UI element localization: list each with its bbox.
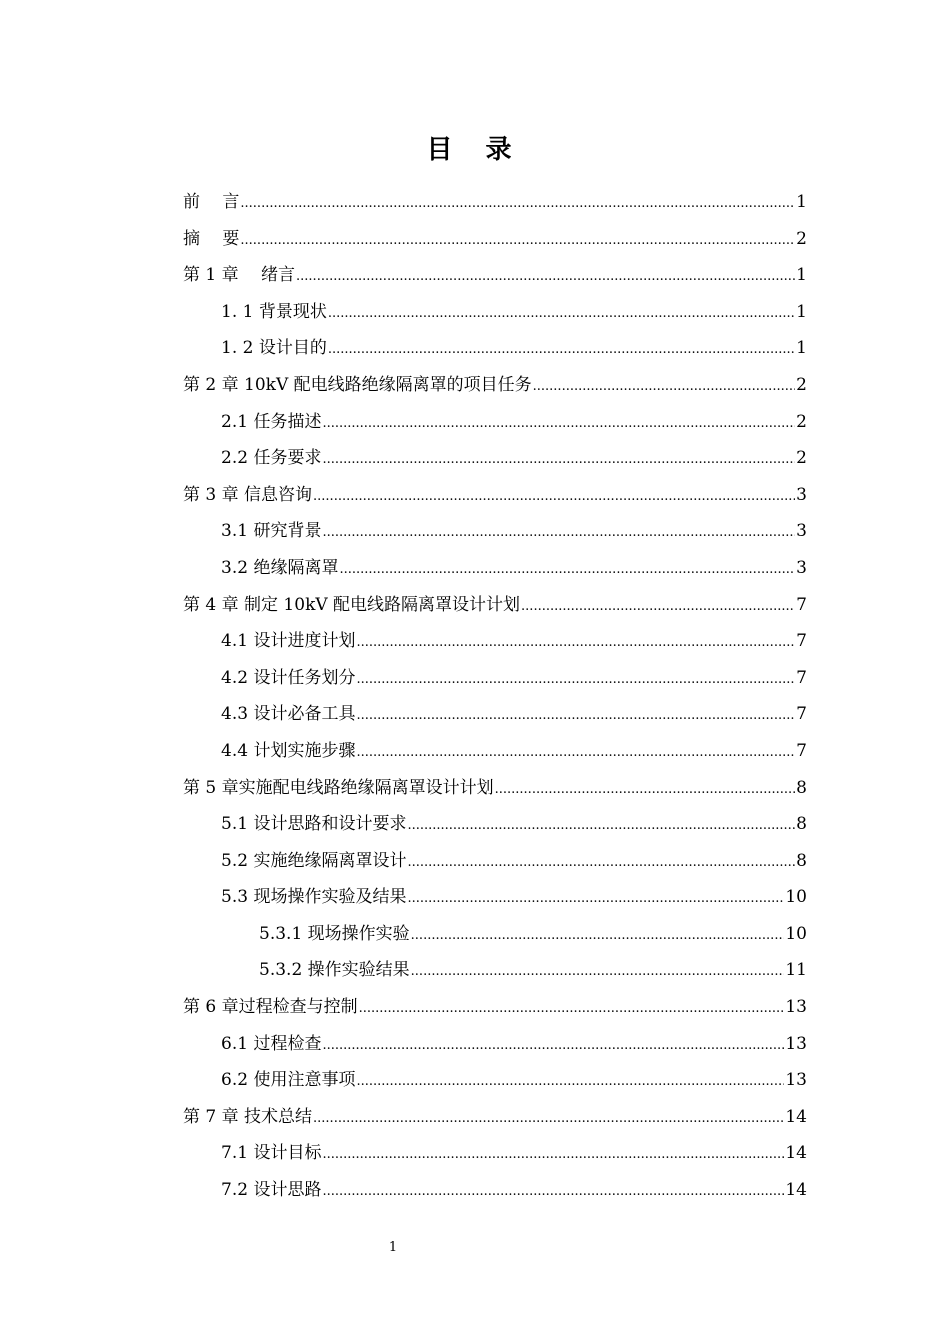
- toc-entry-page: 8: [796, 814, 807, 835]
- toc-entry-page: 11: [785, 960, 807, 981]
- toc-entry-label: 4.1 设计进度计划: [221, 631, 356, 652]
- toc-dot-leader: [322, 1137, 784, 1174]
- toc-entry-page: 1: [796, 265, 807, 286]
- toc-entry[interactable]: [183, 1135, 807, 1172]
- toc-dot-leader: [356, 625, 795, 662]
- toc-dot-leader: [322, 406, 795, 443]
- toc-entry[interactable]: [183, 1099, 807, 1136]
- toc-entry-label: 6.2 使用注意事项: [221, 1070, 356, 1091]
- toc-entry-page: 8: [796, 850, 807, 871]
- toc-dot-leader: [240, 186, 795, 223]
- page-title: 目 录: [426, 135, 524, 165]
- toc-dot-leader: [533, 369, 796, 406]
- toc-dot-leader: [328, 332, 795, 369]
- toc-dot-leader: [356, 1064, 784, 1101]
- toc-entry-label: 1. 2 设计目的: [221, 338, 327, 359]
- toc-entry[interactable]: [183, 770, 807, 807]
- toc-entry[interactable]: [183, 696, 807, 733]
- toc-entry-label: 5.3 现场操作实验及结果: [221, 887, 407, 908]
- toc-entry-label: 3.1 研究背景: [221, 521, 322, 542]
- toc-entry-label: 4.4 计划实施步骤: [221, 740, 356, 761]
- toc-entry-label: 第 3 章 信息咨询: [183, 484, 313, 505]
- toc-entry-label: 1. 1 背景现状: [221, 301, 327, 322]
- toc-entry[interactable]: [183, 440, 807, 477]
- toc-entry[interactable]: [183, 367, 807, 404]
- toc-entry-page: 13: [785, 1033, 807, 1054]
- toc-entry-label: 2.1 任务描述: [221, 411, 322, 432]
- toc-entry[interactable]: [183, 952, 807, 989]
- toc-dot-leader: [322, 515, 795, 552]
- toc-entry-page: 2: [796, 374, 807, 395]
- toc-entry-label: 第 4 章 制定 10kV 配电线路隔离罩设计计划: [183, 594, 521, 615]
- toc-entry-label: 摘 要: [183, 228, 240, 249]
- toc-entry-page: 1: [796, 192, 807, 212]
- toc-entry-label: 前 言: [183, 192, 240, 212]
- toc-entry-page: 3: [796, 484, 807, 505]
- toc-dot-leader: [339, 552, 795, 589]
- toc-entry-page: 2: [796, 448, 807, 469]
- toc-entry-label: 6.1 过程检查: [221, 1033, 322, 1054]
- toc-dot-leader: [356, 662, 795, 699]
- toc-entry-page: 10: [785, 923, 807, 944]
- toc-entry-page: 2: [796, 411, 807, 432]
- toc-dot-leader: [521, 589, 795, 626]
- toc-entry-label: 第 6 章过程检查与控制: [183, 997, 358, 1018]
- toc-entry-label: 2.2 任务要求: [221, 448, 322, 469]
- toc-entry-page: 3: [796, 521, 807, 542]
- toc-entry-page: 1: [796, 338, 807, 359]
- toc-entry-label: 7.2 设计思路: [221, 1180, 322, 1201]
- toc-dot-leader: [322, 1028, 784, 1065]
- toc-entry[interactable]: [183, 623, 807, 660]
- toc-entry-label: 7.1 设计目标: [221, 1143, 322, 1164]
- toc-entry-label: 4.3 设计必备工具: [221, 704, 356, 725]
- toc-entry[interactable]: [183, 660, 807, 697]
- table-of-contents: [183, 184, 807, 1209]
- toc-entry-label: 5.2 实施绝缘隔离罩设计: [221, 850, 407, 871]
- toc-entry[interactable]: [183, 843, 807, 880]
- toc-entry[interactable]: [183, 1062, 807, 1099]
- toc-dot-leader: [356, 735, 795, 772]
- toc-entry[interactable]: [183, 733, 807, 770]
- toc-dot-leader: [328, 296, 795, 333]
- toc-entry[interactable]: [183, 257, 807, 294]
- toc-entry-page: 1: [796, 301, 807, 322]
- toc-dot-leader: [407, 845, 795, 882]
- toc-entry-page: 3: [796, 557, 807, 578]
- toc-entry[interactable]: [183, 879, 807, 916]
- toc-entry-page: 7: [796, 740, 807, 761]
- toc-entry[interactable]: [183, 550, 807, 587]
- toc-entry[interactable]: [183, 989, 807, 1026]
- toc-dot-leader: [313, 1101, 784, 1138]
- toc-entry-page: 7: [796, 667, 807, 688]
- toc-dot-leader: [296, 259, 795, 296]
- toc-entry-label: 第 2 章 10kV 配电线路绝缘隔离罩的项目任务: [183, 374, 532, 395]
- toc-entry-label: 4.2 设计任务划分: [221, 667, 356, 688]
- toc-entry[interactable]: [183, 184, 807, 221]
- toc-entry[interactable]: [183, 1172, 807, 1209]
- toc-entry-label: 第 7 章 技术总结: [183, 1106, 313, 1127]
- toc-dot-leader: [411, 918, 785, 955]
- page-number: 1: [388, 1240, 398, 1255]
- toc-entry-page: 13: [785, 997, 807, 1018]
- toc-entry[interactable]: [183, 916, 807, 953]
- toc-entry-page: 7: [796, 594, 807, 615]
- toc-entry-page: 13: [785, 1070, 807, 1091]
- toc-entry-page: 7: [796, 631, 807, 652]
- toc-entry[interactable]: [183, 477, 807, 514]
- toc-entry[interactable]: [183, 513, 807, 550]
- toc-dot-leader: [407, 881, 784, 918]
- toc-entry-label: 5.3.2 操作实验结果: [259, 960, 410, 981]
- toc-dot-leader: [495, 772, 796, 809]
- toc-entry-label: 3.2 绝缘隔离罩: [221, 557, 339, 578]
- toc-entry-page: 10: [785, 887, 807, 908]
- toc-entry-page: 14: [785, 1143, 807, 1164]
- toc-entry[interactable]: [183, 806, 807, 843]
- toc-entry[interactable]: [183, 404, 807, 441]
- toc-dot-leader: [313, 479, 795, 516]
- toc-entry-page: 14: [785, 1180, 807, 1201]
- toc-dot-leader: [359, 991, 785, 1028]
- toc-dot-leader: [411, 954, 785, 991]
- toc-dot-leader: [322, 442, 795, 479]
- toc-entry-page: 8: [796, 777, 807, 798]
- toc-entry-page: 14: [785, 1106, 807, 1127]
- toc-entry-page: 7: [796, 704, 807, 725]
- toc-entry[interactable]: [183, 221, 807, 258]
- toc-entry-label: 5.3.1 现场操作实验: [259, 923, 410, 944]
- toc-entry-label: 第 1 章 绪言: [183, 265, 296, 286]
- toc-entry-page: 2: [796, 228, 807, 249]
- toc-dot-leader: [240, 223, 795, 260]
- toc-entry-label: 第 5 章实施配电线路绝缘隔离罩设计计划: [183, 777, 494, 798]
- toc-dot-leader: [322, 1174, 784, 1211]
- toc-entry-label: 5.1 设计思路和设计要求: [221, 814, 407, 835]
- toc-entry[interactable]: [183, 330, 807, 367]
- toc-dot-leader: [356, 698, 795, 735]
- toc-entry[interactable]: [183, 294, 807, 331]
- toc-entry[interactable]: [183, 1026, 807, 1063]
- toc-dot-leader: [407, 808, 795, 845]
- toc-entry[interactable]: [183, 587, 807, 624]
